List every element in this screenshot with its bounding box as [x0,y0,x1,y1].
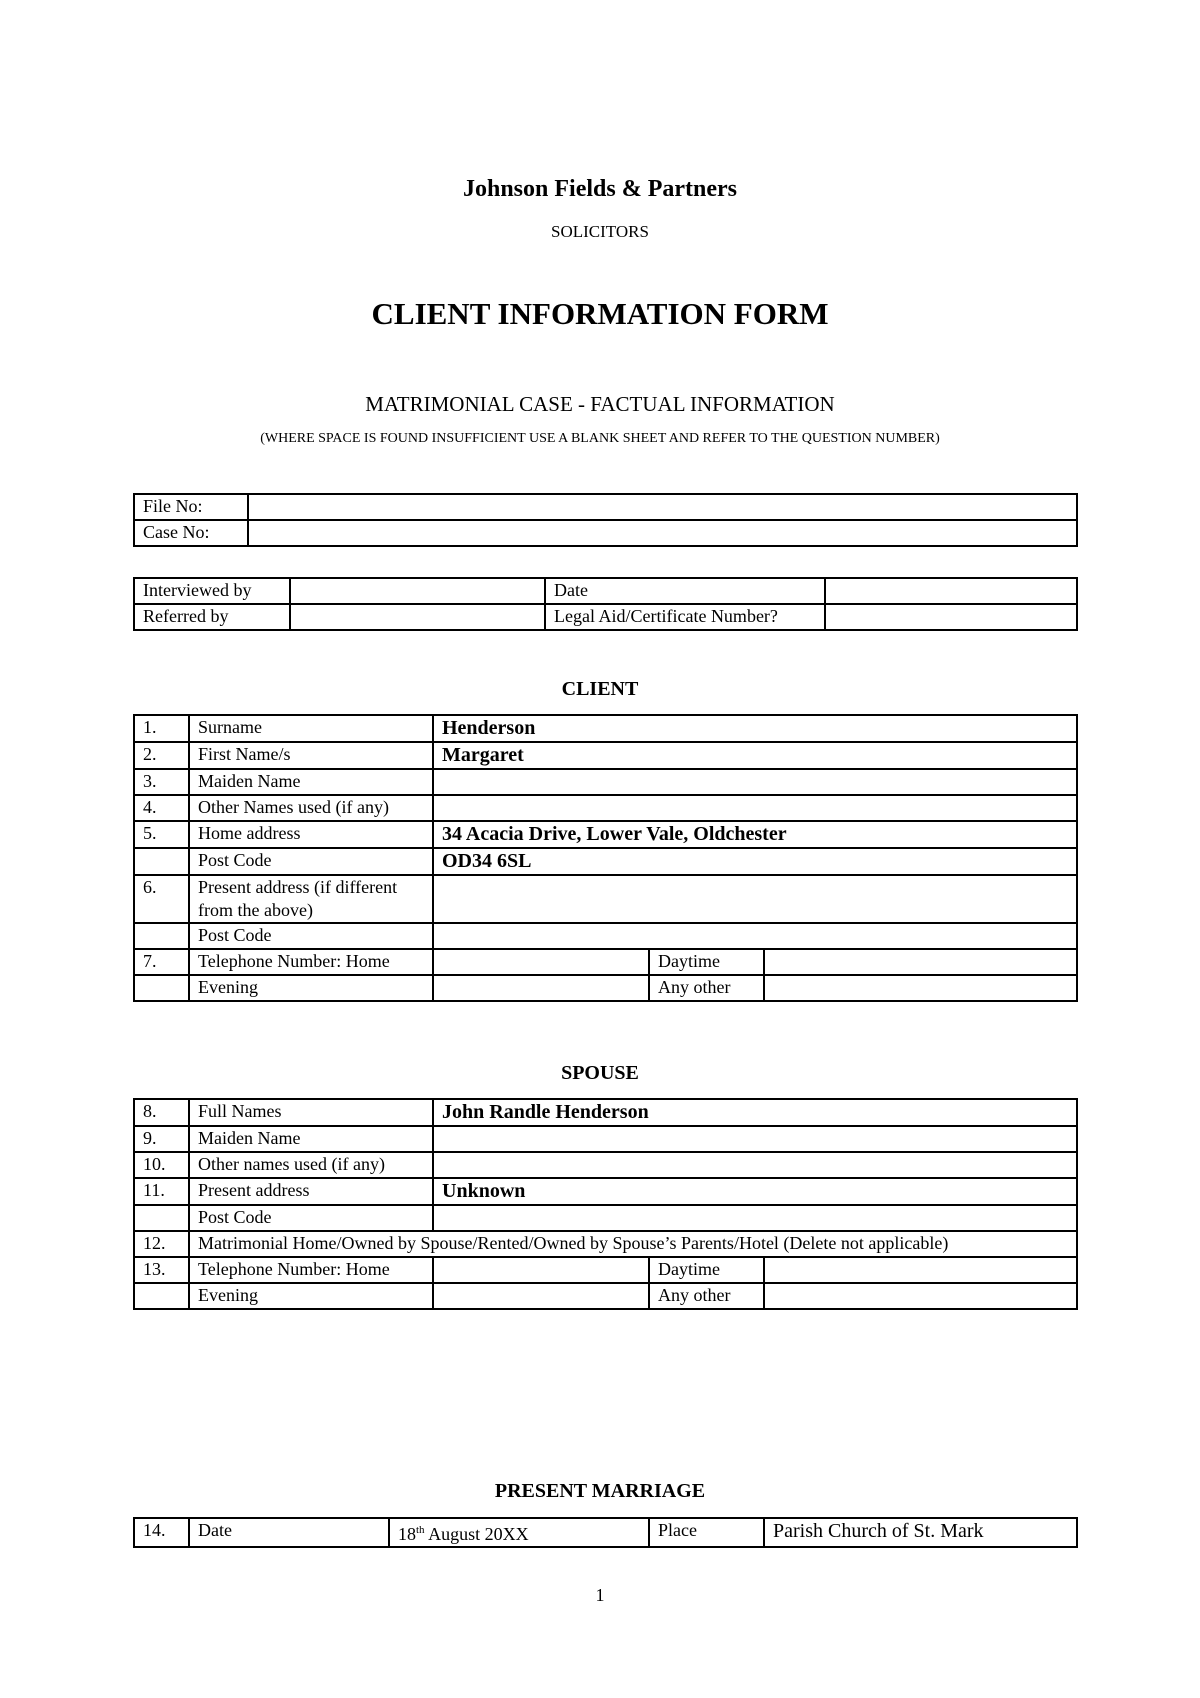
post-code-label: Post Code [189,1205,433,1231]
file-case-table [133,493,1078,547]
row-number: 6. [134,875,189,923]
row-number: 3. [134,769,189,795]
row-number: 12. [134,1231,189,1257]
row-number: 8. [134,1099,189,1126]
telephone-home-label: Telephone Number: Home [189,949,433,975]
row-number: 7. [134,949,189,975]
row-number: 13. [134,1257,189,1283]
daytime-field[interactable] [764,949,1077,975]
section-title: MATRIMONIAL CASE - FACTUAL INFORMATION [365,392,835,416]
marriage-date-label: Date [189,1518,389,1547]
maiden-name-label: Maiden Name [189,1126,433,1152]
referred-by-field[interactable] [290,604,545,630]
present-address-field[interactable]: Unknown [433,1178,1077,1205]
table-row [134,742,1077,769]
spouse-heading: SPOUSE [561,1062,639,1084]
file-no-field[interactable] [248,494,1077,520]
row-number: 9. [134,1126,189,1152]
table-row [134,875,1077,923]
interviewed-by-label: Interviewed by [134,578,290,604]
any-other-field[interactable] [764,1283,1077,1309]
referred-by-label: Referred by [134,604,290,630]
date-suffix: th [416,1524,425,1536]
firm-subtitle: SOLICITORS [551,222,649,241]
first-names-label: First Name/s [189,742,433,769]
other-names-label: Other Names used (if any) [189,795,433,821]
row-number: 4. [134,795,189,821]
table-row [134,1283,1077,1309]
present-post-code-field[interactable] [433,923,1077,949]
surname-label: Surname [189,715,433,742]
any-other-field[interactable] [764,975,1077,1001]
telephone-home-field[interactable] [433,1257,649,1283]
present-marriage-table [133,1517,1078,1548]
row-number: 1. [134,715,189,742]
present-address-label: Present address (if different from the above) [189,875,433,923]
row-number: 11. [134,1178,189,1205]
case-no-label: Case No: [134,520,248,546]
table-row [134,1518,1077,1547]
maiden-name-field[interactable] [433,1126,1077,1152]
daytime-label: Daytime [649,1257,764,1283]
form-title: CLIENT INFORMATION FORM [371,296,829,331]
home-post-code-field[interactable]: OD34 6SL [433,848,1077,875]
telephone-home-label: Telephone Number: Home [189,1257,433,1283]
date-field[interactable] [825,578,1077,604]
firm-name: Johnson Fields & Partners [462,176,737,202]
interview-table [133,577,1078,631]
table-row [134,520,1077,546]
present-post-code-label: Post Code [189,923,433,949]
full-names-label: Full Names [189,1099,433,1126]
matrimonial-home-label: Matrimonial Home/Owned by Spouse/Rented/Owned by Spouse’s Parents/Hotel (Delete not applicable) [189,1231,1077,1257]
home-post-code-label: Post Code [189,848,433,875]
row-number [134,848,189,875]
row-number [134,1283,189,1309]
evening-label: Evening [189,1283,433,1309]
table-row [134,1178,1077,1205]
home-address-label: Home address [189,821,433,848]
row-number: 5. [134,821,189,848]
table-row [134,715,1077,742]
file-no-label: File No: [134,494,248,520]
any-other-label: Any other [649,1283,764,1309]
page-number: 1 [595,1585,605,1605]
table-row [134,848,1077,875]
spouse-table [133,1098,1078,1310]
client-table [133,714,1078,1002]
telephone-home-field[interactable] [433,949,649,975]
post-code-field[interactable] [433,1205,1077,1231]
client-heading: CLIENT [561,678,639,700]
row-number: 14. [134,1518,189,1547]
row-number [134,1205,189,1231]
date-day: 18 [398,1524,416,1544]
surname-field[interactable]: Henderson [433,715,1077,742]
case-no-field[interactable] [248,520,1077,546]
other-names-field[interactable] [433,1152,1077,1178]
daytime-field[interactable] [764,1257,1077,1283]
other-names-field[interactable] [433,795,1077,821]
first-names-field[interactable]: Margaret [433,742,1077,769]
table-row [134,1126,1077,1152]
table-row [134,604,1077,630]
marriage-date-field[interactable] [389,1518,649,1547]
table-row [134,1257,1077,1283]
table-row [134,949,1077,975]
present-address-field[interactable] [433,875,1077,923]
row-number [134,923,189,949]
table-row [134,1152,1077,1178]
row-number: 10. [134,1152,189,1178]
date-rest: August 20XX [424,1524,529,1544]
table-row [134,1205,1077,1231]
row-number: 2. [134,742,189,769]
table-row [134,923,1077,949]
table-row [134,795,1077,821]
daytime-label: Daytime [649,949,764,975]
interviewed-by-field[interactable] [290,578,545,604]
table-row [134,494,1077,520]
other-names-label: Other names used (if any) [189,1152,433,1178]
any-other-label: Any other [649,975,764,1001]
maiden-name-field[interactable] [433,769,1077,795]
maiden-name-label: Maiden Name [189,769,433,795]
present-address-label: Present address [189,1178,433,1205]
table-row [134,769,1077,795]
row-number [134,975,189,1001]
legal-aid-field[interactable] [825,604,1077,630]
home-address-field[interactable]: 34 Acacia Drive, Lower Vale, Oldchester [433,821,1077,848]
full-names-field[interactable]: John Randle Henderson [433,1099,1077,1126]
marriage-place-field[interactable]: Parish Church of St. Mark [764,1518,1077,1547]
evening-label: Evening [189,975,433,1001]
evening-field[interactable] [433,975,649,1001]
evening-field[interactable] [433,1283,649,1309]
table-row [134,1231,1077,1257]
present-marriage-heading: PRESENT MARRIAGE [494,1480,706,1502]
instruction-note: (WHERE SPACE IS FOUND INSUFFICIENT USE A BLANK SHEET AND REFER TO THE QUESTION NUMBER) [260,431,940,446]
date-label: Date [545,578,825,604]
table-row [134,821,1077,848]
table-row [134,1099,1077,1126]
marriage-place-label: Place [649,1518,764,1547]
table-row [134,975,1077,1001]
table-row [134,578,1077,604]
legal-aid-label: Legal Aid/Certificate Number? [545,604,825,630]
